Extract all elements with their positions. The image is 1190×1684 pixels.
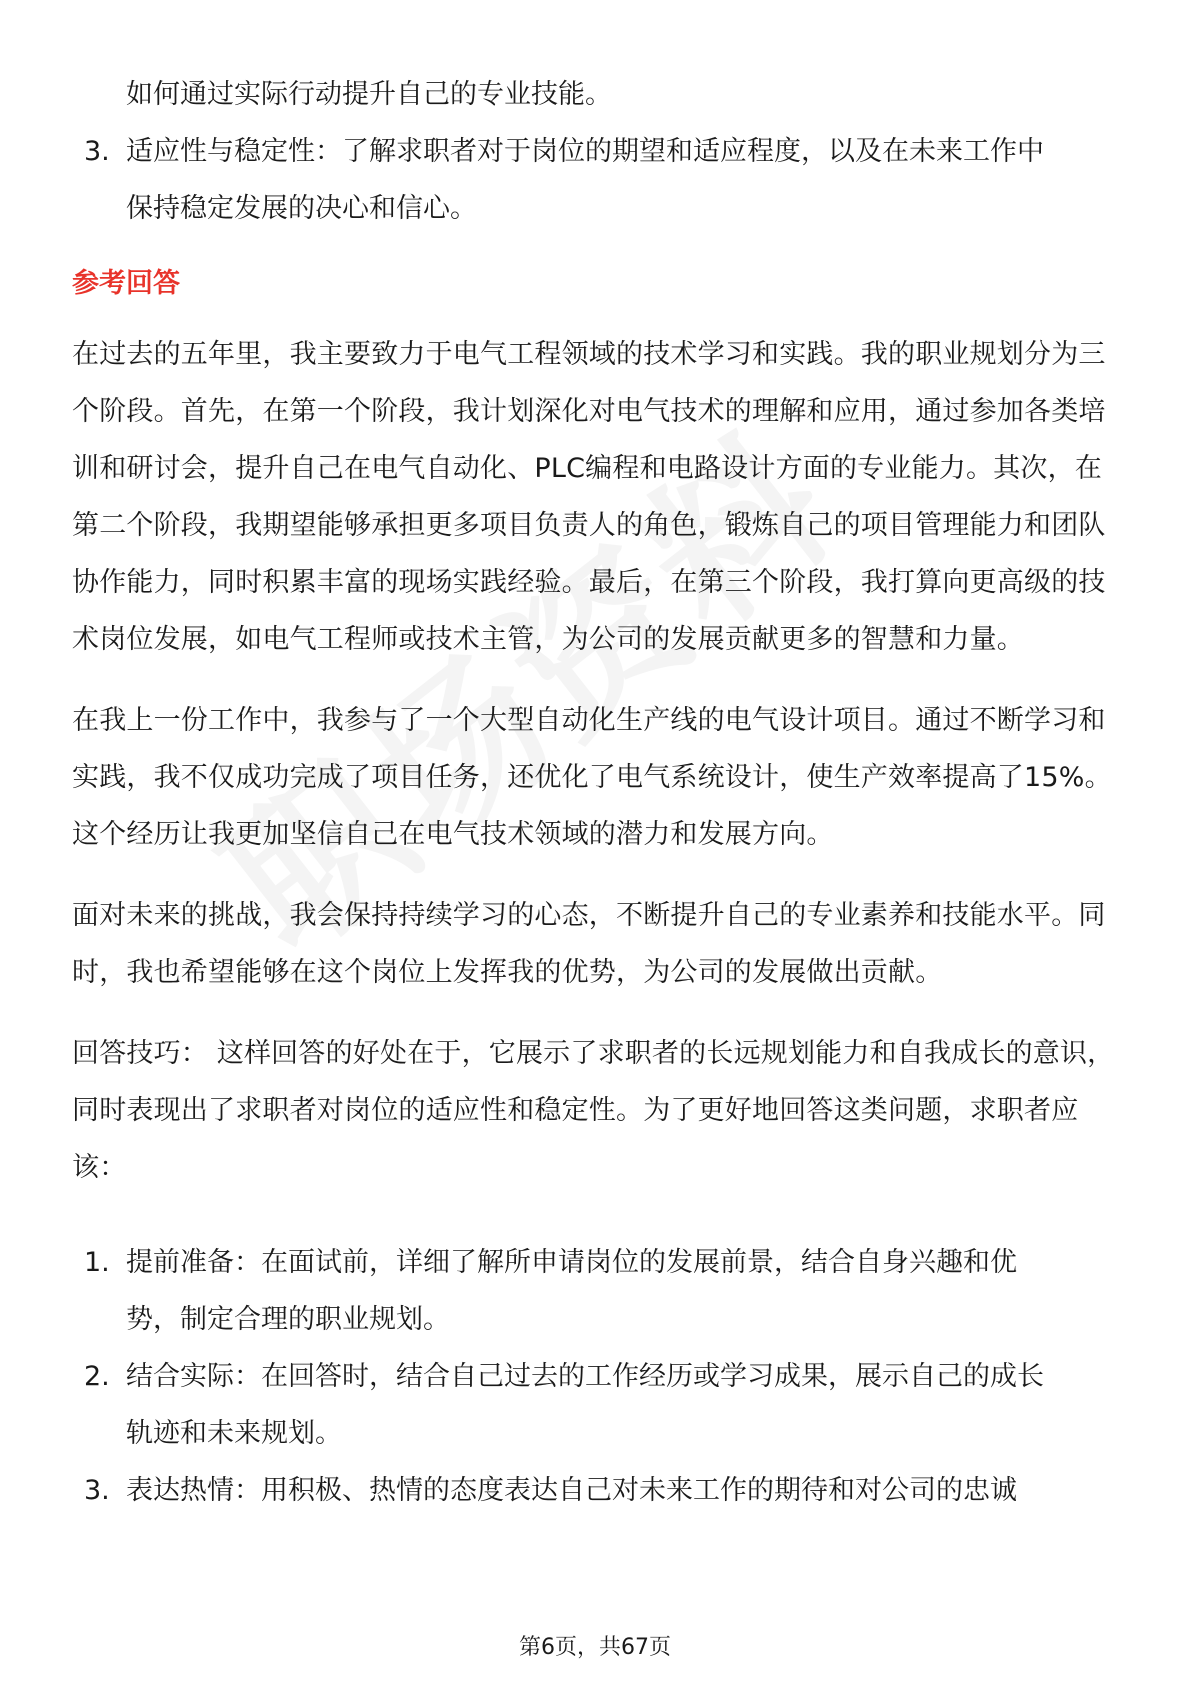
list-item-continuation: 势，制定合理的职业规划。 (126, 1304, 450, 1335)
paragraph: 在过去的五年里，我主要致力于电气工程领域的技术学习和实践。我的职业规划分为三个阶段。首先，在第一个阶段，我计划深化对电气技术的理解和应用，通过参加各类培训和研讨会，提升自己在电气自动化、PLC编程和电路设计方面的专业能力。其次，在第二个阶段，我期望能够承担更多项目负责人的角色，锻炼自己的项目管理能力和团队协作能力，同时积累丰富的现场实践经验。最后，在第三个阶段，我打算向更高级的技术岗位发展，如电气工程师或技术主管，为公司的发展贡献更多的智慧和力量。 (72, 339, 1106, 655)
page-footer: 第6页，共67页 (519, 1635, 671, 1660)
list-item (72, 123, 1122, 180)
list-number: 3. (84, 1475, 110, 1506)
list-number: 2. (84, 1361, 110, 1392)
tips-list (72, 1234, 1122, 1519)
list-item-continuation: 如何通过实际行动提升自己的专业技能。 (126, 79, 612, 110)
list-item (72, 1462, 1122, 1519)
list-number: 3. (84, 136, 110, 167)
list-item-continuation: 轨迹和未来规划。 (126, 1418, 342, 1449)
list-item-text: 适应性与稳定性：了解求职者对于岗位的期望和适应程度，以及在未来工作中 (126, 136, 1044, 167)
list-item (72, 1348, 1122, 1405)
list-item-text: 提前准备：在面试前，详细了解所申请岗位的发展前景，结合自身兴趣和优 (126, 1247, 1017, 1278)
list-item-text: 结合实际：在回答时，结合自己过去的工作经历或学习成果，展示自己的成长 (126, 1361, 1044, 1392)
list-item-text: 表达热情：用积极、热情的态度表达自己对未来工作的期待和对公司的忠诚 (126, 1475, 1017, 1506)
list-number: 1. (84, 1247, 110, 1278)
list-item (72, 1234, 1122, 1291)
paragraph: 在我上一份工作中，我参与了一个大型自动化生产线的电气设计项目。通过不断学习和实践，我不仅成功完成了项目任务，还优化了电气系统设计，使生产效率提高了15%。这个经历让我更加坚信自己在电气技术领域的潜力和发展方向。 (72, 705, 1112, 850)
section-heading: 参考回答 (72, 268, 180, 299)
page-content (72, 66, 1122, 1519)
paragraph: 面对未来的挑战，我会保持持续学习的心态，不断提升自己的专业素养和技能水平。同时，我也希望能够在这个岗位上发挥我的优势，为公司的发展做出贡献。 (72, 900, 1106, 988)
list-item-continuation: 保持稳定发展的决心和信心。 (126, 193, 477, 224)
answer-tips-paragraph: 回答技巧： 这样回答的好处在于，它展示了求职者的长远规划能力和自我成长的意识，同时表现出了求职者对岗位的适应性和稳定性。为了更好地回答这类问题，求职者应该： (72, 1038, 1115, 1183)
